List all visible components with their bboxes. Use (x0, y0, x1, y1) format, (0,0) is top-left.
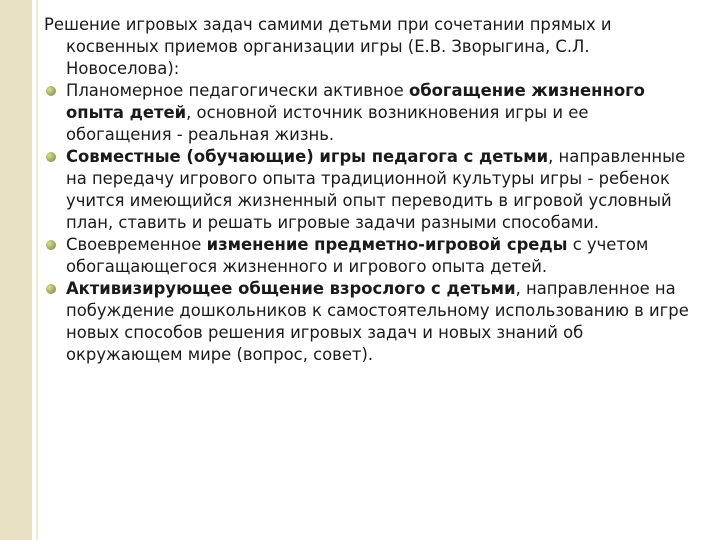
item-text: Планомерное педагогически активное (66, 81, 409, 100)
bullet-icon (46, 240, 56, 250)
item-text: , направленное на побуждение дошкольников к самостоятельному использованию в игре новых способов решения игровых задач и новых знаний об окружающем мире (вопрос, совет). (66, 279, 689, 364)
list-item (44, 234, 694, 278)
left-decorative-band (0, 0, 32, 540)
item-bold-text: Совместные (обучающие) игры педагога с детьми (66, 147, 549, 166)
slide-heading: Решение игровых задач самими детьми при сочетании прямых и косвенных приемов организации игры (Е.В. Зворыгина, С.Л. Новоселова): (44, 15, 612, 78)
bullet-icon (46, 86, 56, 96)
item-bold-text: обогащение жизненного опыта детей (66, 81, 645, 122)
item-text: Своевременное (66, 235, 207, 254)
item-text: , основной источник возникновения игры и ее обогащения - реальная жизнь. (66, 103, 589, 144)
item-text: с учетом обогащающегося жизненного и игрового опыта детей. (66, 235, 649, 276)
slide-content (44, 14, 694, 366)
bullet-icon (46, 284, 56, 294)
list-item (44, 146, 694, 234)
list-item (44, 278, 694, 366)
list-item (44, 80, 694, 146)
item-text: , направленные на передачу игрового опыта традиционной культуры игры - ребенок учится имеющийся жизненный опыт переводить в игровой условный план, ставить и решать игровые задачи разными способами. (66, 147, 686, 232)
left-decorative-line (36, 0, 38, 540)
item-bold-text: изменение предметно-игровой среды (206, 235, 568, 254)
bullet-icon (46, 152, 56, 162)
item-bold-text: Активизирующее общение взрослого с детьми (66, 279, 516, 298)
